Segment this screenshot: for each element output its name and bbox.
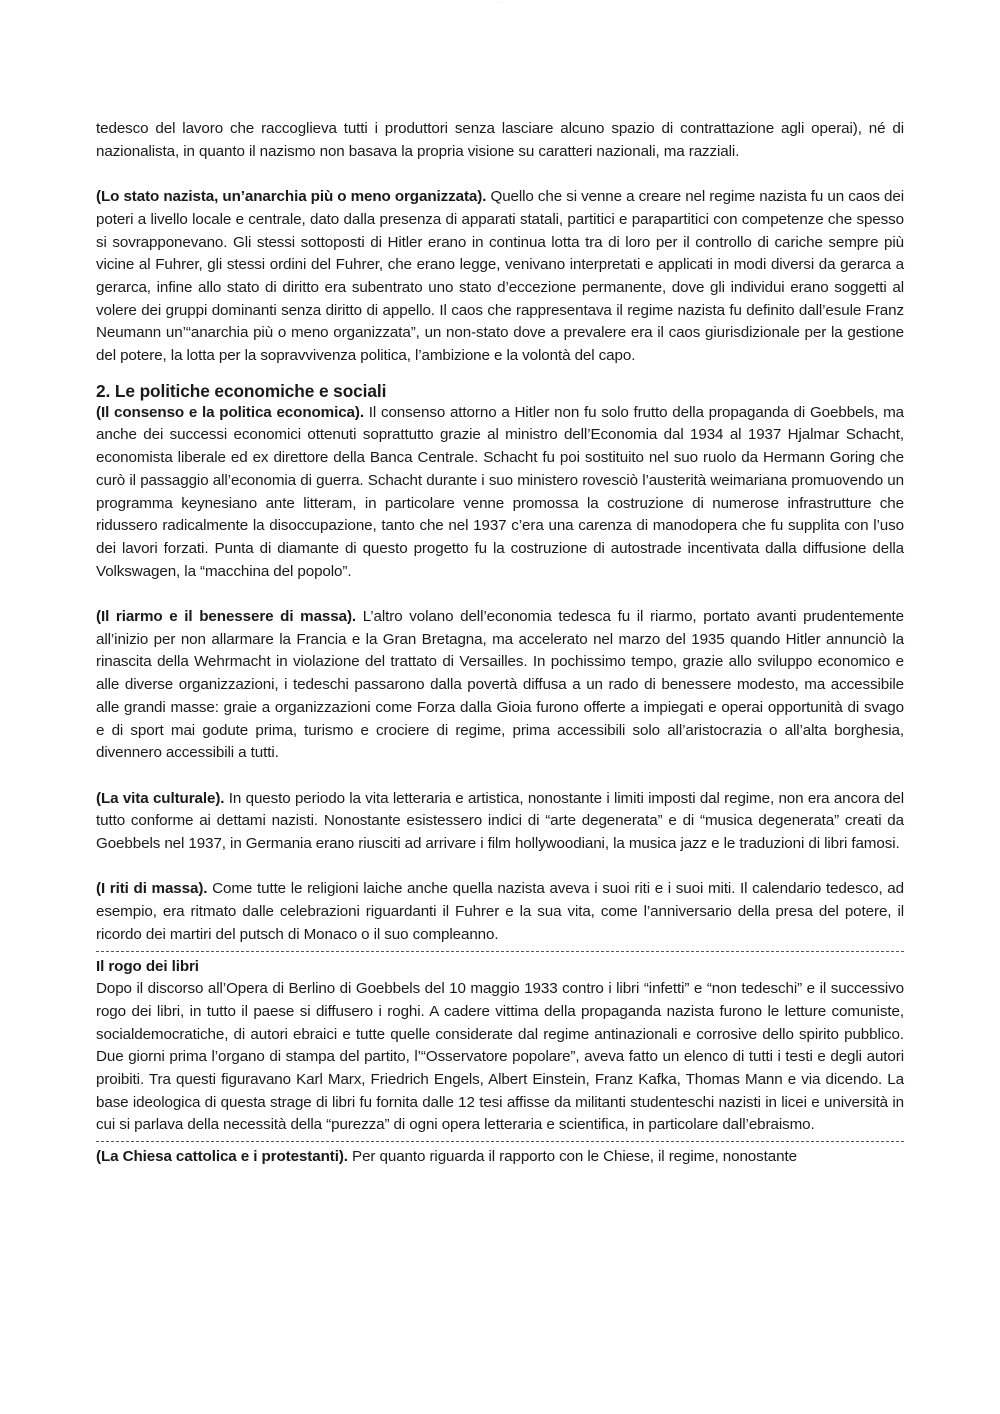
- chiesa-text: Per quanto riguarda il rapporto con le Chiese, il regime, nonostante: [347, 1148, 797, 1166]
- riarmo-heading: (Il riarmo e il benessere di massa).: [96, 608, 357, 626]
- stato-nazista-text: Quello che si venne a creare nel regime nazista fu un caos dei poteri a livello locale e centrale, dato dalla presenza di apparati statali, partitici e parapartitici con competenze che spesso si sovrapponevano. Gli stessi sottoposti di Hitler erano in continua lotta tra di loro per il controllo di cariche sempre più vicine al Fuhrer, gli stessi ordini del Fuhrer, che erano legge, venivano interpretati e applicati in modi diversi da gerarca a gerarca, infine allo stato di diritto era subentrato uno stato d’eccezione permanente, dove gli individui erano soggetti al volere dei gruppi dominanti senza diritto di appello. Il caos che rappresentava il regime nazista fu definito dall’esule Franz Neumann un’“anarchia più o meno organizzata”, un non-stato dove a prevalere era il caos giurisdizionale per la gestione del potere, la lotta per la sopravvivenza politica, l’ambizione e la volontà del capo.: [96, 188, 904, 365]
- stato-nazista-heading: (Lo stato nazista, un’anarchia più o meno organizzata).: [96, 188, 487, 206]
- riarmo-text: L’altro volano dell’economia tedesca fu il riarmo, portato avanti prudentemente all’inizio per non allarmare la Francia e la Gran Bretagna, ma accelerato nel marzo del 1935 quando Hitler annunciò la rinascita della Wehrmacht in violazione del trattato di Versailles. In pochissimo tempo, grazie allo sviluppo economico e alle diverse organizzazioni, i tedeschi passarono dalla povertà diffusa a un rado di benessere modesto, ma accessibile alle grandi masse: graie a organizzazioni come Forza dalla Gioia furono offerte a impiegati e operai opportunità di svago e di sport mai godute prima, turismo e crociere di regime, prima accessibili solo all’aristocrazia o all’alta borghesia, divennero accessibili a tutti.: [96, 608, 905, 762]
- riarmo-paragraph: [96, 606, 904, 765]
- consenso-heading: (Il consenso e la politica economica).: [96, 403, 364, 421]
- vita-culturale-text: In questo periodo la vita letteraria e artistica, nonostante i limiti imposti dal regime, non era ancora del tutto conforme ai dettami nazisti. Nonostante esistessero indici di “arte degenerata” e di “musica degenerata” creati da Goebbels nel 1937, in Germania erano riusciti ad arrivare i film hollywoodiani, la musica jazz e le traduzioni di libri famosi.: [96, 789, 904, 853]
- document-body: [96, 118, 904, 1169]
- box-divider-bottom: [96, 1141, 904, 1142]
- vita-culturale-heading: (La vita culturale).: [96, 789, 225, 807]
- riti-heading: (I riti di massa).: [96, 880, 208, 898]
- header-mark: · · ·: [496, 0, 504, 5]
- riti-paragraph: [96, 878, 904, 946]
- stato-nazista-paragraph: [96, 186, 904, 368]
- section-title: 2. Le politiche economiche e sociali: [96, 380, 387, 401]
- riti-text: Come tutte le religioni laiche anche quella nazista aveva i suoi riti e i suoi miti. Il calendario tedesco, ad esempio, era ritmato dalle celebrazioni riguardanti il Fuhrer e la sua vita, come l’anniversario della presa del potere, il ricordo dei martiri del putsch di Monaco o il suo compleanno.: [96, 880, 904, 943]
- vita-culturale-paragraph: [96, 788, 904, 856]
- consenso-text: Il consenso attorno a Hitler non fu solo frutto della propaganda di Goebbels, ma anche dei successi economici ottenuti soprattutto grazie al ministro dell’Economia dal 1934 al 1937 Hjalmar Schacht, economista liberale ed ex direttore della Banca Centrale. Schacht fu poi sostituito nel suo ruolo da Hermann Goring che curò il passaggio all’economia di guerra. Schacht durante i suo ministero rovesciò l’austerità weimariana promuovendo un programma keynesiano ante litteram, in particolare venne promossa la costruzione di numerose infrastrutture che ridussero radicalmente la disoccupazione, tanto che nel 1937 c’era una carenza di manodopera che fu supplita con l’uso dei lavori forzati. Punta di diamante di questo progetto fu la costruzione di autostrade incentivata dalla diffusione della Volkswagen, la “macchina del popolo”.: [96, 403, 904, 580]
- box-divider-top: [96, 951, 904, 952]
- rogo-libri-box: [96, 956, 904, 1138]
- box-text: Dopo il discorso all’Opera di Berlino di Goebbels del 10 maggio 1933 contro i libri “infetti” e “non tedeschi” e il successivo rogo dei libri, in tutto il paese si diffusero i roghi. A cadere vittima della propaganda nazista furono le letture comuniste, socialdemocratiche, di autori ebraici e tutte quelle considerate dal regime antinazionali e corrosive dello spirito pubblico. Due giorni prima l’organo di stampa del partito, l’“Osservatore popolare”, aveva fatto un elenco di tutti i testi e degli autori proibiti. Tra questi figuravano Karl Marx, Friedrich Engels, Albert Einstein, Franz Kafka, Thomas Mann e via dicendo. La base ideologica di questa strage di libri fu fornita dalle 12 tesi affisse da militanti studenteschi nazisti in licei e università in cui si parlava della necessità della “purezza” di ogni opera letteraria e scientifica, in particolare dall’ebraismo.: [96, 980, 904, 1134]
- box-title: Il rogo dei libri: [96, 957, 199, 975]
- chiesa-paragraph: [96, 1146, 904, 1169]
- consenso-paragraph: [96, 402, 904, 584]
- chiesa-heading: (La Chiesa cattolica e i protestanti).: [96, 1148, 348, 1166]
- intro-paragraph: tedesco del lavoro che raccoglieva tutti i produttori senza lasciare alcuno spazio di contrattazione agli operai), né di nazionalista, in quanto il nazismo non basava la propria visione su caratteri nazionali, ma razziali.: [96, 120, 904, 160]
